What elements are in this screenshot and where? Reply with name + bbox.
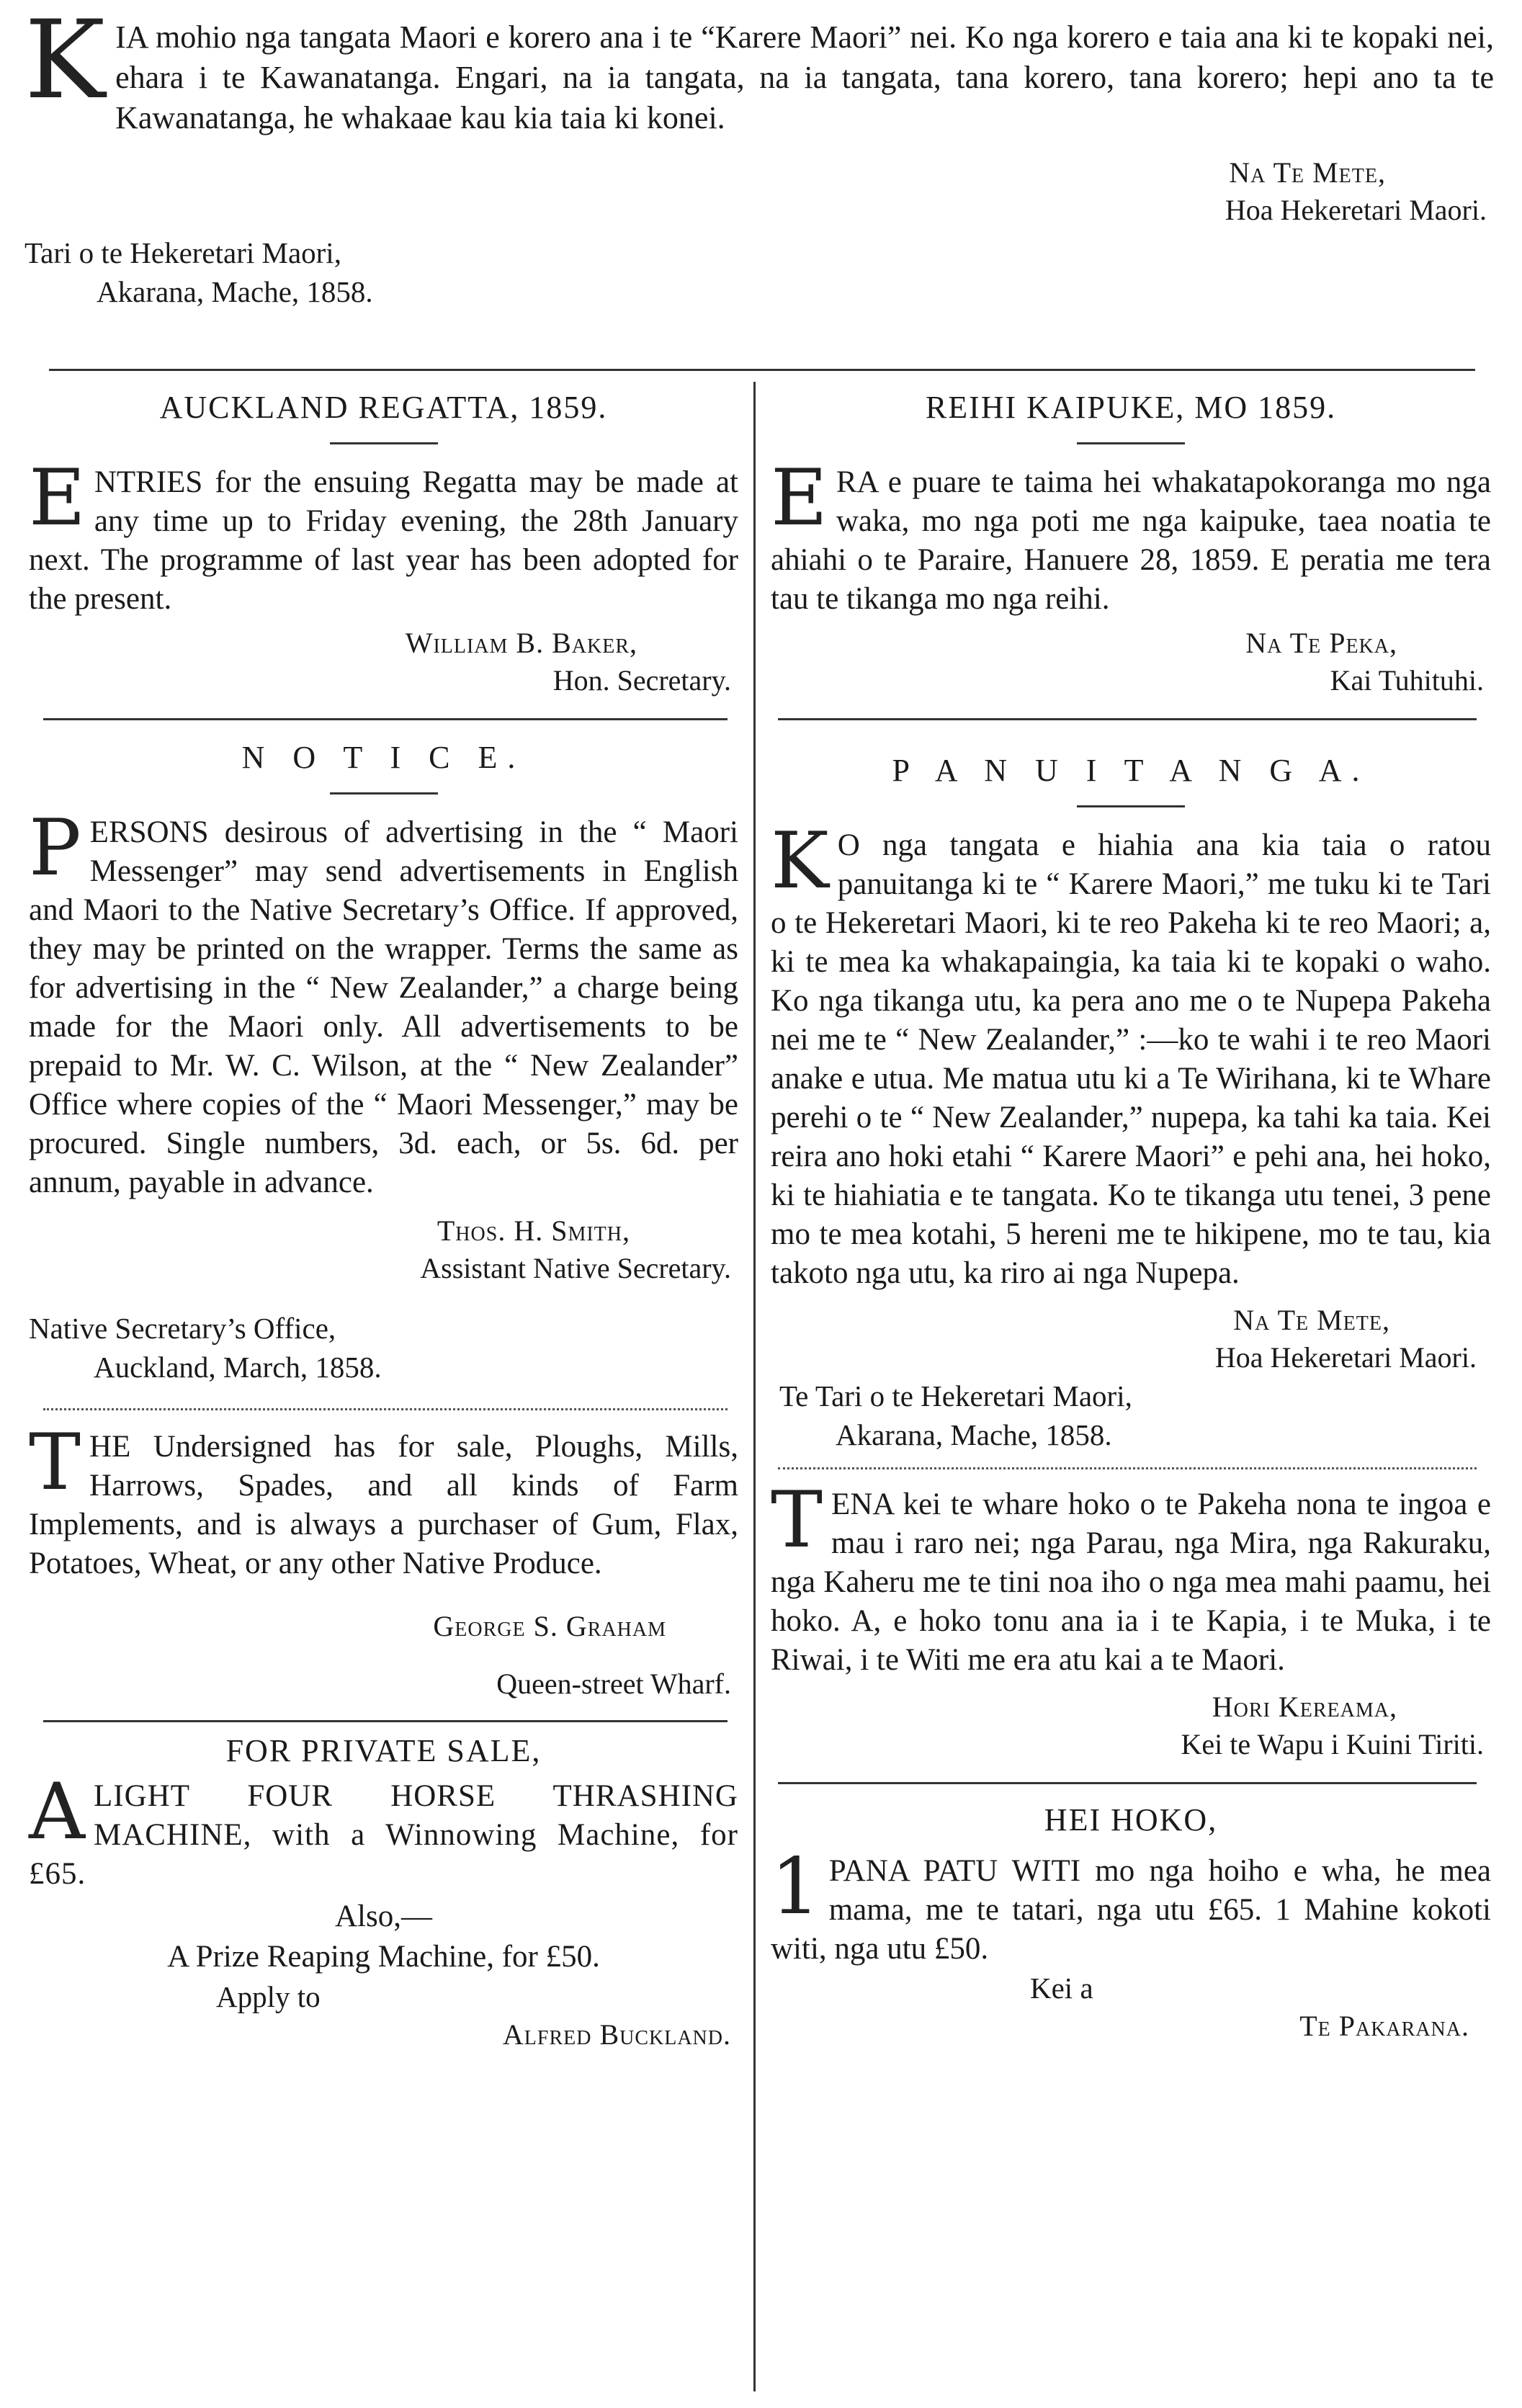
panuitanga-sig-title: Hoa Hekeretari Maori. (1214, 1341, 1477, 1374)
top-notice-sig-title: Hoa Hekeretari Maori. (1225, 194, 1487, 226)
whare-hoko-sig-title: Kei te Wapu i Kuini Tiriti. (1181, 1728, 1484, 1760)
regatta-dropcap: E (29, 453, 86, 543)
top-notice-place-2: Akarana, Mache, 1858. (97, 275, 373, 308)
private-sale-line2: A Prize Reaping Machine, for £50. (167, 1940, 600, 1974)
private-sale-dropcap: A (29, 1767, 85, 1857)
hei-hoko-heading: HEI HOKO, (1044, 1802, 1218, 1838)
implements-sig-title: Queen-street Wharf. (496, 1668, 731, 1700)
whare-hoko-sig-name: Hori Kereama, (1212, 1691, 1397, 1723)
hei-hoko-sig-name: Te Pakarana. (1299, 2010, 1469, 2042)
panuitanga-heading: P A N U I T A N G A. (892, 753, 1370, 788)
panuitanga-body: K O nga tangata e hiahia ana kia taia o ratou panuitanga ki te “ Karere Maori,” me tuku ki te Tari o te Hekeretari Maori, ki te reo Pakeha ki te reo Maori; a, ki te mea ka whakapaingia, ka taia ki te kopaki o waho. Ko nga tikanga utu, ka pera ano me o te Nupepa Pakeha nei me te “ New Zealander,” :—ko te wahi i te reo Maori anake e utua. Me matua utu ki a Te Wirihana, ki te Whare perehi o te “ New Zealander,” nupepa, ka tahi ka taia. Kei reira ano hoki etahi “ Karere Maori” e pehi ana, hei hoko, ki te hiahiatia e te tangata. Ko te tikanga utu tenei, 3 pene mo te mea kotahi, 5 hereni me te hikipene, mo te tau, kia takoto nga utu, ka riro ai nga Nupepa. (771, 816, 1491, 1290)
regatta-heading: AUCKLAND REGATTA, 1859. (159, 390, 608, 425)
reihi-sig-title: Kai Tuhituhi. (1330, 664, 1484, 697)
top-notice (24, 0, 1494, 311)
hei-hoko-ad (771, 1799, 1491, 2045)
notice-body: PERSONS desirous of advertising in the “ Maori Messenger” may send advertisements in English and Maori to the Native Secretary’s Office. If approved, they may be printed on the wrapper. Terms the same as for advertising in the “ New Zealander,” a charge being made for the Maori only. All advertisements to be prepaid to Mr. W. C. Wilson, at the “ New Zealander” Office where copies of the “ Maori Messenger,” may be procured. Single numbers, 3d. each, or 5s. 6d. per annum, payable in advance. (29, 803, 738, 1199)
top-divider (49, 369, 1475, 371)
panuitanga-dropcap: K (771, 816, 829, 906)
top-notice-sig-name: Na Te Mete, (1229, 156, 1386, 189)
hei-hoko-body: 1 PANA PATU WITI mo nga hoiho e wha, he mea mama, me te tatari, nga utu £65. 1 Mahine kokoti witi, nga utu £50. (771, 1842, 1491, 1966)
reihi-ad (771, 386, 1491, 699)
top-notice-place-1: Tari o te Hekeretari Maori, (24, 236, 341, 269)
notice-sig-title: Assistant Native Secretary. (420, 1252, 731, 1284)
top-notice-body: KIA mohio nga tangata Maori e korero ana i te “Karere Maori” nei. Ko nga korero e taia ana ki te kopaki nei, ehara i te Kawanatanga. Engari, na ia tangata, na ia tangata, tana korero, tana korero; hepi ano ta te Kawanatanga, he whakaae kau kia taia ki konei. (24, 0, 1494, 135)
notice-ad (29, 736, 738, 1387)
notice-heading: N O T I C E. (241, 740, 526, 775)
regatta-ad (29, 386, 738, 699)
private-sale-sig-name: Alfred Buckland. (502, 2018, 731, 2051)
regatta-heading-rule (330, 442, 438, 444)
panuitanga-place-1: Te Tari o te Hekeretari Maori, (779, 1379, 1132, 1413)
reihi-body: ERA e puare te taima hei whakatapokoranga mo nga waka, mo nga poti me nga kaipuke, taea noatia te ahiahi o te Paraire, Hanuere 28, 1859. E peratia me tera tau te tikanga mo nga reihi. (771, 453, 1491, 616)
reihi-sig-name: Na Te Peka, (1245, 627, 1397, 659)
whare-hoko-dropcap: T (771, 1475, 823, 1565)
private-sale-also: Also,— (335, 1899, 432, 1933)
reihi-heading-rule (1077, 442, 1185, 444)
notice-place-1: Native Secretary’s Office, (29, 1312, 336, 1345)
implements-ad (29, 1418, 738, 1703)
hei-hoko-dropcap: 1 (771, 1842, 820, 1932)
right-column (771, 386, 1491, 2045)
private-sale-heading: FOR PRIVATE SALE, (225, 1733, 542, 1768)
notice-dropcap: P (29, 803, 81, 893)
implements-dropcap: T (29, 1418, 81, 1508)
regatta-sig-title: Hon. Secretary. (552, 664, 731, 697)
implements-sig-name: George S. Graham (433, 1610, 666, 1642)
whare-hoko-body: TENA kei te whare hoko o te Pakeha nona te ingoa e mau i raro nei; nga Parau, nga Mira, nga Rakuraku, nga Kaheru me te tini noa iho o nga mea mahi paamu, hei hoko. A, e hoko tonu ana ia i te Kapia, i te Muka, i te Riwai, i te Witi me era atu kai a te Maori. (771, 1475, 1491, 1677)
private-sale-line3: Apply to (216, 1980, 321, 2013)
reihi-dropcap: E (771, 453, 828, 543)
panuitanga-ad (771, 749, 1491, 1454)
implements-body: THE Undersigned has for sale, Ploughs, Mills, Harrows, Spades, and all kinds of Farm Implements, and is always a purchaser of Gum, Flax, Potatoes, Wheat, or any other Native Produce. (29, 1418, 738, 1580)
left-column (29, 386, 738, 2054)
top-notice-dropcap: K (24, 0, 106, 123)
hei-hoko-line2: Kei a (1030, 1971, 1093, 2005)
private-sale-ad (29, 1729, 738, 2054)
regatta-body: ENTRIES for the ensuing Regatta may be made at any time up to Friday evening, the 28th January next. The programme of last year has been adopted for the present. (29, 453, 738, 616)
column-divider (753, 382, 756, 2391)
notice-heading-rule (330, 792, 438, 795)
notice-place-2: Auckland, March, 1858. (94, 1351, 382, 1384)
whare-hoko-ad (771, 1475, 1491, 1763)
panuitanga-place-2: Akarana, Mache, 1858. (836, 1418, 1112, 1451)
panuitanga-heading-rule (1077, 805, 1185, 807)
reihi-heading: REIHI KAIPUKE, MO 1859. (925, 390, 1337, 425)
regatta-sig-name: William B. Baker, (405, 627, 637, 659)
private-sale-body: ALIGHT FOUR HORSE THRASHING MACHINE, with a Winnowing Machine, for £65. (29, 1767, 738, 1891)
panuitanga-sig-name: Na Te Mete, (1233, 1304, 1390, 1336)
notice-sig-name: Thos. H. Smith, (437, 1214, 630, 1247)
